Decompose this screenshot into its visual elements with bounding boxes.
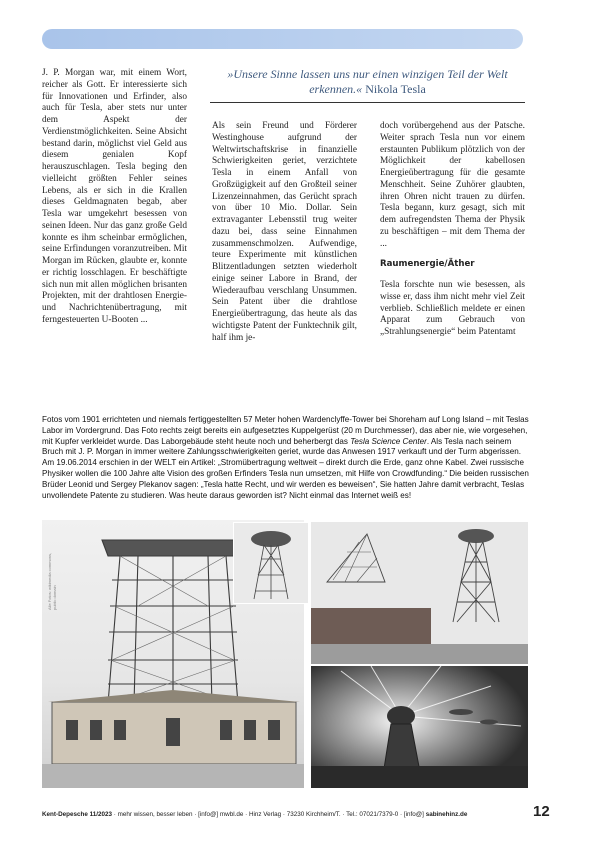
article-text-col2: Als sein Freund und Förderer Westinghouse aufgrund der Weltwirtschaftskrise in finanzielle Schwierigkeiten geriet, verzichtete Tesla in einem Anfall von Großzügigkeit auf den Großteil seiner Lizenzeinnahmen, das Gerücht sprach von über 10 Mio. Dollar. Sein extravaganter Lebensstil trug weiter dazu bei, dass seine Einnahmen zusammenschmolzen. Aufwendige, teure Experimente mit künstlichen Blitzentladungen setzten wiederholt einige seiner Labore in Brand, der Wiederaufbau verschlang Unsummen. Sein Patent über die drahtlose Energieübertragung, das heute als das wichtigste Patent der Funktechnik gilt, half ihm je- (212, 121, 357, 343)
header-bar (42, 29, 523, 49)
article-text-col1: J. P. Morgan war, mit einem Wort, reicher als Gott. Er interessierte sich für Innovationen und Erfinder, also auch für Tesla, aber stets nur unter dem Aspekt der Verdienstmöglichkeiten. Seine Absicht bestand darin, möglichst viel Geld aus diesem genialen Kopf herauszuschlagen. Tesla beging den vielleicht größten Fehler seines Lebens, als er sich in die Krallen dieses Geldmagnaten begab, aber Tesla war umgekehrt besessen von seinen Ideen. Nur das ganz große Geld konnte es ihm scheinbar ermöglichen, seine Erfindungen voranzutreiben. Mit Morgan im Rücken, glaubte er, konnte er richtig losschlagen. Er beschäftigte sich nun mit allen möglichen brisanten Projekten, mit der drahtlosen Energie- und Nachrichtenübertragung, mit ferngesteuerten U-Booten ... (42, 68, 187, 325)
article-column-2 (212, 121, 357, 344)
quote-divider (210, 102, 525, 103)
photo-credit: Alle Fotos: wikimedia commons, public domain (47, 552, 57, 610)
article-text-col3a: doch vorübergehend aus der Patsche. Weiter sprach Tesla nun vor einem erstaunten Publikum plötzlich von der Möglichkeit der kabellosen Energieübertragung für die gesamte Menschheit. Seine Zuhörer glaubten, ihren Ohren nicht trauen zu dürfen. Tesla begann, kurz gesagt, sich mit dem aufregendsten Thema der Physik zu beschäftigen – mit dem Thema der ... (380, 121, 525, 249)
article-column-3 (380, 121, 525, 339)
footer-magazine: Kent-Depesche 11/2023 (42, 811, 113, 818)
photo-tower-right (311, 522, 528, 664)
pull-quote (210, 67, 525, 97)
section-heading: Raumenergie/Äther (380, 259, 475, 270)
footer-contact: · mehr wissen, besser leben · [info@] mwbl.de · Hinz Verlag · 73230 Kirchheim/T. · Tel.: 07021/7379-0 · [info@] (112, 811, 426, 818)
page-number: 12 (533, 803, 550, 820)
quote-text: »Unsere Sinne lassen uns nur einen winzigen Teil der Welt erkennen.« (227, 67, 508, 96)
footer-site: sabinehinz.de (425, 811, 468, 818)
article-text-col3b: Tesla forschte nun wie besessen, als wisse er, dass ihm nicht mehr viel Zeit verblieb. Schließlich meldete er einen Apparat zum Gebrauch von „Strahlungsenergie“ beim Patentamt (380, 280, 525, 337)
page-footer (42, 811, 467, 818)
photo-caption (42, 415, 530, 501)
photo-tower-inset-1 (233, 522, 309, 604)
article-column-1 (42, 68, 187, 327)
caption-italic: Tesla Science Center (350, 436, 427, 446)
caption-part2: . Als Tesla nach seinem Bruch mit J. P. Morgan in immer weitere Zahlungsschwierigkeiten geriet, wurde das Anwesen 1917 verkauft und der Turm abgerissen. Am 19.06.2014 erschien in der WELT ein Artikel: „Stromübertragung weltweit – direkt durch die Erde, ganz ohne Kabel. Zwei russische Physiker wollen die 100 Jahre alte Vision des großen Erfinders Tesla nun umsetzen, mit Hilfe von Crowdfunding.“ Die beiden russischen Brüder Leonid und Sergey Plekanov sagen: „Tesla hatte Recht, und wir werden es beweisen“, Sie hatten Jahre damit verbracht, Teslas unvollendete Patente zu studieren. Was heute daraus geworden ist? Nicht einmal das Internet weiß es! (42, 436, 529, 500)
caption-part1: Fotos vom 1901 errichteten und niemals fertiggestellten 57 Meter hohen Wardenclyffe-Tower bei Shoreham auf Long Island – mit Teslas Labor im Vordergrund. Das Foto rechts zeigt bereits ein aufgesetztes Kuppelgerüst (20 m Durchmesser), das aber nie, wie vorgesehen, mit Kupfer verkleidet wurde. Das Laborgebäude steht heute noch und beherbergt das (42, 415, 529, 446)
quote-author: Nikola Tesla (365, 82, 426, 96)
photo-tesla-illustration (311, 666, 528, 788)
